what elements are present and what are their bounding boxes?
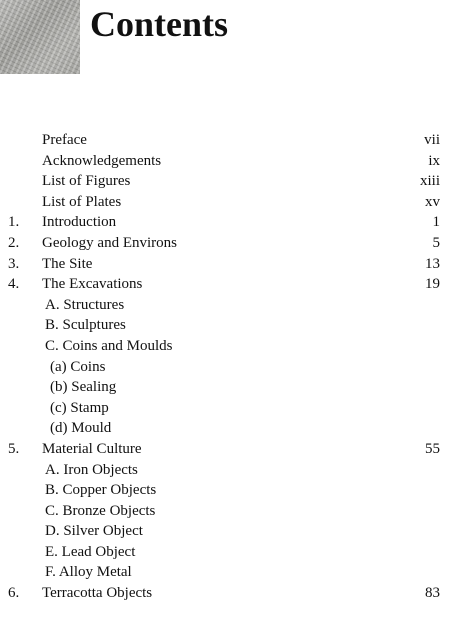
toc-entry xyxy=(0,398,460,419)
table-of-contents xyxy=(0,130,460,604)
toc-entry-label: The Excavations xyxy=(42,276,143,293)
toc-entry-label: A. Structures xyxy=(45,296,125,313)
toc-entry xyxy=(0,171,460,192)
toc-entry-label: (d) Mould xyxy=(50,420,112,437)
toc-entry xyxy=(0,130,460,151)
toc-entry-label: (c) Stamp xyxy=(50,399,109,416)
toc-entry-label: List of Plates xyxy=(42,193,122,210)
page-title: Contents xyxy=(90,4,229,44)
toc-entry xyxy=(0,583,460,604)
toc-entry-label: Terracotta Objects xyxy=(42,585,153,602)
toc-entry-label: D. Silver Object xyxy=(45,523,143,540)
toc-entry-label: C. Coins and Moulds xyxy=(45,337,173,354)
toc-entry xyxy=(0,418,460,439)
toc-entry-number: 2. xyxy=(8,234,20,251)
toc-entry-page-number: 83 xyxy=(425,585,440,602)
toc-entry-label: Preface xyxy=(42,132,87,148)
toc-entry-number: 4. xyxy=(8,276,20,293)
toc-entry xyxy=(0,562,460,583)
toc-entry-label: F. Alloy Metal xyxy=(45,564,132,581)
toc-entry xyxy=(0,295,460,316)
toc-entry-page-number: 55 xyxy=(425,440,440,457)
toc-entry-label: (a) Coins xyxy=(50,358,106,375)
toc-entry-page-number: xiii xyxy=(419,173,440,190)
toc-entry-label: Material Culture xyxy=(42,440,142,457)
toc-entry-page-number: xv xyxy=(425,193,440,210)
toc-entry xyxy=(0,460,460,481)
toc-entry-page-number: 1 xyxy=(432,214,440,231)
toc-entry xyxy=(0,377,460,398)
toc-entry-label: (b) Sealing xyxy=(50,379,117,396)
toc-entry-label: List of Figures xyxy=(42,173,131,190)
toc-entry-label: A. Iron Objects xyxy=(45,461,138,478)
toc-entry xyxy=(0,274,460,295)
toc-entry xyxy=(0,357,460,378)
toc-entry-number: 6. xyxy=(8,585,20,602)
toc-entry xyxy=(0,192,460,213)
toc-entry-page-number: 5 xyxy=(432,234,440,251)
toc-entry-number: 3. xyxy=(8,255,20,272)
toc-entry-label: B. Copper Objects xyxy=(45,482,157,499)
toc-entry-page-number: 19 xyxy=(425,276,440,293)
toc-entry-label: The Site xyxy=(42,255,93,272)
toc-entry xyxy=(0,439,460,460)
toc-entry xyxy=(0,233,460,254)
toc-entry xyxy=(0,336,460,357)
toc-entry xyxy=(0,480,460,501)
corner-texture-image xyxy=(0,0,80,74)
toc-entry-page-number: vii xyxy=(424,132,440,148)
toc-entry xyxy=(0,315,460,336)
toc-entry xyxy=(0,501,460,522)
toc-entry xyxy=(0,212,460,233)
toc-entry-number: 1. xyxy=(8,214,20,231)
toc-entry-page-number: ix xyxy=(428,152,440,169)
toc-entry xyxy=(0,542,460,563)
toc-entry-page-number: 13 xyxy=(425,255,440,272)
toc-entry-label: E. Lead Object xyxy=(45,543,136,560)
toc-entry-label: B. Sculptures xyxy=(45,317,126,334)
toc-entry-label: Acknowledgements xyxy=(42,152,162,169)
toc-entry-label: C. Bronze Objects xyxy=(45,502,156,519)
toc-entry xyxy=(0,254,460,275)
toc-entry-number: 5. xyxy=(8,440,20,457)
toc-entry-label: Geology and Environs xyxy=(42,234,177,251)
toc-entry-label: Introduction xyxy=(42,214,117,231)
toc-entry xyxy=(0,151,460,172)
toc-entry xyxy=(0,521,460,542)
